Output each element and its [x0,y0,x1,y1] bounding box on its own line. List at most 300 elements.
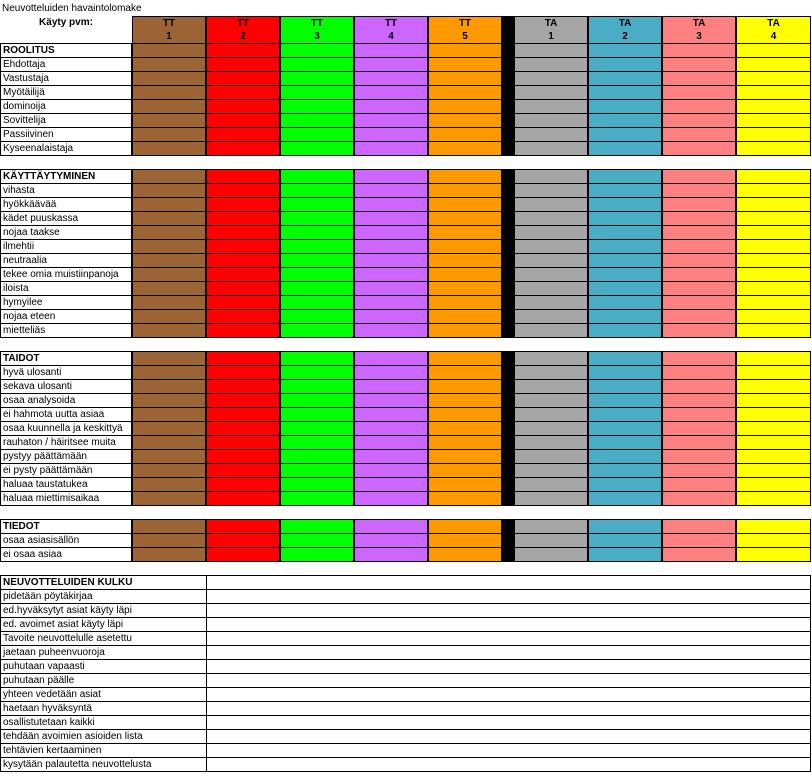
rating-cell[interactable] [588,113,662,128]
rating-cell[interactable] [736,239,811,254]
rating-cell[interactable] [206,267,280,282]
rating-cell[interactable] [132,547,206,562]
rating-cell[interactable] [428,519,502,534]
rating-cell[interactable] [280,85,354,100]
rating-cell[interactable] [514,197,588,212]
rating-cell[interactable] [662,351,736,366]
rating-cell[interactable] [132,463,206,478]
rating-cell[interactable] [428,295,502,310]
rating-cell[interactable] [588,183,662,198]
rating-cell[interactable] [206,183,280,198]
rating-cell[interactable] [354,267,428,282]
rating-cell[interactable] [588,533,662,548]
rating-cell[interactable] [588,253,662,268]
rating-cell[interactable] [280,267,354,282]
rating-cell[interactable] [280,379,354,394]
rating-cell[interactable] [662,379,736,394]
rating-cell[interactable] [428,491,502,506]
rating-cell[interactable] [428,57,502,72]
rating-cell[interactable] [514,407,588,422]
rating-cell[interactable] [662,407,736,422]
rating-cell[interactable] [280,323,354,338]
rating-cell[interactable] [280,43,354,58]
rating-cell[interactable] [132,407,206,422]
rating-cell[interactable] [736,43,811,58]
rating-cell[interactable] [736,211,811,226]
rating-cell[interactable] [428,477,502,492]
rating-cell[interactable] [206,71,280,86]
rating-cell[interactable] [132,421,206,436]
rating-cell[interactable] [354,253,428,268]
rating-cell[interactable] [588,309,662,324]
rating-cell[interactable] [132,169,206,184]
rating-cell[interactable] [662,449,736,464]
rating-cell[interactable] [662,57,736,72]
rating-cell[interactable] [588,463,662,478]
rating-cell[interactable] [354,113,428,128]
rating-cell[interactable] [514,533,588,548]
rating-cell[interactable] [514,519,588,534]
rating-cell[interactable] [736,407,811,422]
rating-cell[interactable] [588,351,662,366]
rating-cell[interactable] [662,477,736,492]
rating-cell[interactable] [736,323,811,338]
rating-cell[interactable] [736,225,811,240]
rating-cell[interactable] [662,365,736,380]
rating-cell[interactable] [514,211,588,226]
rating-cell[interactable] [206,435,280,450]
flow-note-cell[interactable] [206,715,811,730]
rating-cell[interactable] [428,449,502,464]
rating-cell[interactable] [206,393,280,408]
rating-cell[interactable] [132,141,206,156]
rating-cell[interactable] [588,211,662,226]
rating-cell[interactable] [736,421,811,436]
rating-cell[interactable] [428,407,502,422]
rating-cell[interactable] [428,43,502,58]
rating-cell[interactable] [206,351,280,366]
rating-cell[interactable] [206,57,280,72]
rating-cell[interactable] [662,99,736,114]
rating-cell[interactable] [514,127,588,142]
rating-cell[interactable] [428,435,502,450]
rating-cell[interactable] [514,309,588,324]
flow-note-cell[interactable] [206,575,811,590]
rating-cell[interactable] [428,365,502,380]
rating-cell[interactable] [588,393,662,408]
rating-cell[interactable] [206,547,280,562]
rating-cell[interactable] [736,449,811,464]
rating-cell[interactable] [662,547,736,562]
rating-cell[interactable] [662,253,736,268]
rating-cell[interactable] [736,295,811,310]
rating-cell[interactable] [428,323,502,338]
rating-cell[interactable] [132,253,206,268]
rating-cell[interactable] [514,43,588,58]
rating-cell[interactable] [588,127,662,142]
rating-cell[interactable] [514,253,588,268]
flow-note-cell[interactable] [206,757,811,772]
rating-cell[interactable] [354,533,428,548]
rating-cell[interactable] [736,141,811,156]
rating-cell[interactable] [280,281,354,296]
rating-cell[interactable] [514,449,588,464]
rating-cell[interactable] [206,323,280,338]
rating-cell[interactable] [354,99,428,114]
rating-cell[interactable] [662,435,736,450]
rating-cell[interactable] [206,141,280,156]
rating-cell[interactable] [132,379,206,394]
rating-cell[interactable] [588,449,662,464]
rating-cell[interactable] [588,281,662,296]
rating-cell[interactable] [736,99,811,114]
flow-note-cell[interactable] [206,729,811,744]
rating-cell[interactable] [132,99,206,114]
rating-cell[interactable] [514,267,588,282]
rating-cell[interactable] [736,379,811,394]
rating-cell[interactable] [132,113,206,128]
rating-cell[interactable] [588,71,662,86]
rating-cell[interactable] [736,533,811,548]
rating-cell[interactable] [132,57,206,72]
rating-cell[interactable] [662,43,736,58]
rating-cell[interactable] [514,281,588,296]
rating-cell[interactable] [206,99,280,114]
rating-cell[interactable] [354,281,428,296]
rating-cell[interactable] [354,421,428,436]
rating-cell[interactable] [206,85,280,100]
rating-cell[interactable] [280,127,354,142]
rating-cell[interactable] [588,435,662,450]
rating-cell[interactable] [428,351,502,366]
rating-cell[interactable] [588,547,662,562]
rating-cell[interactable] [428,463,502,478]
rating-cell[interactable] [280,253,354,268]
rating-cell[interactable] [588,407,662,422]
rating-cell[interactable] [206,463,280,478]
rating-cell[interactable] [736,309,811,324]
rating-cell[interactable] [280,547,354,562]
rating-cell[interactable] [588,295,662,310]
rating-cell[interactable] [206,239,280,254]
rating-cell[interactable] [662,519,736,534]
rating-cell[interactable] [662,197,736,212]
rating-cell[interactable] [514,477,588,492]
rating-cell[interactable] [280,309,354,324]
rating-cell[interactable] [206,491,280,506]
rating-cell[interactable] [514,491,588,506]
rating-cell[interactable] [280,211,354,226]
rating-cell[interactable] [514,295,588,310]
rating-cell[interactable] [736,267,811,282]
flow-note-cell[interactable] [206,743,811,758]
rating-cell[interactable] [280,183,354,198]
flow-note-cell[interactable] [206,631,811,646]
rating-cell[interactable] [662,141,736,156]
rating-cell[interactable] [206,43,280,58]
rating-cell[interactable] [514,225,588,240]
rating-cell[interactable] [280,533,354,548]
rating-cell[interactable] [514,393,588,408]
rating-cell[interactable] [206,253,280,268]
rating-cell[interactable] [280,225,354,240]
rating-cell[interactable] [736,491,811,506]
rating-cell[interactable] [132,295,206,310]
rating-cell[interactable] [280,239,354,254]
rating-cell[interactable] [428,197,502,212]
rating-cell[interactable] [736,281,811,296]
rating-cell[interactable] [588,365,662,380]
rating-cell[interactable] [514,57,588,72]
rating-cell[interactable] [514,141,588,156]
rating-cell[interactable] [588,379,662,394]
rating-cell[interactable] [662,491,736,506]
rating-cell[interactable] [280,435,354,450]
rating-cell[interactable] [736,85,811,100]
rating-cell[interactable] [354,547,428,562]
rating-cell[interactable] [588,519,662,534]
rating-cell[interactable] [280,491,354,506]
rating-cell[interactable] [736,169,811,184]
rating-cell[interactable] [206,169,280,184]
rating-cell[interactable] [662,169,736,184]
rating-cell[interactable] [662,267,736,282]
rating-cell[interactable] [428,99,502,114]
rating-cell[interactable] [280,463,354,478]
rating-cell[interactable] [588,421,662,436]
rating-cell[interactable] [514,351,588,366]
rating-cell[interactable] [514,365,588,380]
rating-cell[interactable] [514,183,588,198]
rating-cell[interactable] [354,309,428,324]
flow-note-cell[interactable] [206,645,811,660]
rating-cell[interactable] [132,351,206,366]
rating-cell[interactable] [354,71,428,86]
rating-cell[interactable] [132,127,206,142]
rating-cell[interactable] [736,253,811,268]
rating-cell[interactable] [354,365,428,380]
rating-cell[interactable] [428,533,502,548]
rating-cell[interactable] [428,239,502,254]
rating-cell[interactable] [354,211,428,226]
rating-cell[interactable] [588,225,662,240]
rating-cell[interactable] [588,57,662,72]
rating-cell[interactable] [736,393,811,408]
rating-cell[interactable] [514,113,588,128]
rating-cell[interactable] [280,449,354,464]
rating-cell[interactable] [132,43,206,58]
rating-cell[interactable] [132,393,206,408]
flow-note-cell[interactable] [206,701,811,716]
rating-cell[interactable] [206,197,280,212]
rating-cell[interactable] [736,197,811,212]
rating-cell[interactable] [132,267,206,282]
rating-cell[interactable] [736,519,811,534]
rating-cell[interactable] [280,365,354,380]
rating-cell[interactable] [354,85,428,100]
flow-note-cell[interactable] [206,687,811,702]
rating-cell[interactable] [206,295,280,310]
rating-cell[interactable] [132,309,206,324]
rating-cell[interactable] [662,533,736,548]
rating-cell[interactable] [736,477,811,492]
rating-cell[interactable] [354,141,428,156]
flow-note-cell[interactable] [206,673,811,688]
rating-cell[interactable] [354,127,428,142]
rating-cell[interactable] [354,169,428,184]
rating-cell[interactable] [132,183,206,198]
rating-cell[interactable] [514,169,588,184]
rating-cell[interactable] [428,393,502,408]
rating-cell[interactable] [428,267,502,282]
rating-cell[interactable] [280,393,354,408]
rating-cell[interactable] [354,43,428,58]
rating-cell[interactable] [428,253,502,268]
rating-cell[interactable] [662,309,736,324]
rating-cell[interactable] [428,421,502,436]
rating-cell[interactable] [132,519,206,534]
rating-cell[interactable] [354,407,428,422]
rating-cell[interactable] [132,491,206,506]
rating-cell[interactable] [280,295,354,310]
rating-cell[interactable] [132,323,206,338]
rating-cell[interactable] [206,519,280,534]
rating-cell[interactable] [662,323,736,338]
rating-cell[interactable] [428,127,502,142]
rating-cell[interactable] [132,281,206,296]
rating-cell[interactable] [206,533,280,548]
rating-cell[interactable] [280,477,354,492]
rating-cell[interactable] [206,309,280,324]
rating-cell[interactable] [588,267,662,282]
rating-cell[interactable] [662,71,736,86]
rating-cell[interactable] [588,239,662,254]
rating-cell[interactable] [206,477,280,492]
rating-cell[interactable] [354,225,428,240]
rating-cell[interactable] [428,211,502,226]
rating-cell[interactable] [736,71,811,86]
rating-cell[interactable] [132,211,206,226]
rating-cell[interactable] [736,127,811,142]
rating-cell[interactable] [132,71,206,86]
rating-cell[interactable] [662,393,736,408]
rating-cell[interactable] [280,197,354,212]
rating-cell[interactable] [736,547,811,562]
rating-cell[interactable] [206,225,280,240]
rating-cell[interactable] [354,491,428,506]
rating-cell[interactable] [662,127,736,142]
rating-cell[interactable] [428,225,502,240]
rating-cell[interactable] [588,477,662,492]
rating-cell[interactable] [588,169,662,184]
rating-cell[interactable] [736,113,811,128]
rating-cell[interactable] [428,183,502,198]
rating-cell[interactable] [428,169,502,184]
rating-cell[interactable] [132,225,206,240]
rating-cell[interactable] [280,113,354,128]
rating-cell[interactable] [206,449,280,464]
rating-cell[interactable] [736,435,811,450]
rating-cell[interactable] [428,309,502,324]
rating-cell[interactable] [354,239,428,254]
rating-cell[interactable] [132,449,206,464]
rating-cell[interactable] [428,85,502,100]
rating-cell[interactable] [354,323,428,338]
rating-cell[interactable] [428,547,502,562]
rating-cell[interactable] [354,57,428,72]
rating-cell[interactable] [206,365,280,380]
rating-cell[interactable] [280,421,354,436]
rating-cell[interactable] [132,365,206,380]
rating-cell[interactable] [736,183,811,198]
rating-cell[interactable] [736,351,811,366]
rating-cell[interactable] [428,71,502,86]
rating-cell[interactable] [428,113,502,128]
rating-cell[interactable] [514,239,588,254]
rating-cell[interactable] [206,211,280,226]
rating-cell[interactable] [662,239,736,254]
rating-cell[interactable] [588,491,662,506]
rating-cell[interactable] [514,99,588,114]
rating-cell[interactable] [280,519,354,534]
rating-cell[interactable] [736,365,811,380]
rating-cell[interactable] [206,407,280,422]
flow-note-cell[interactable] [206,589,811,604]
rating-cell[interactable] [132,239,206,254]
rating-cell[interactable] [132,85,206,100]
rating-cell[interactable] [132,477,206,492]
rating-cell[interactable] [280,99,354,114]
flow-note-cell[interactable] [206,603,811,618]
flow-note-cell[interactable] [206,659,811,674]
rating-cell[interactable] [428,141,502,156]
rating-cell[interactable] [280,57,354,72]
rating-cell[interactable] [280,141,354,156]
rating-cell[interactable] [736,463,811,478]
rating-cell[interactable] [662,463,736,478]
rating-cell[interactable] [588,43,662,58]
rating-cell[interactable] [132,197,206,212]
rating-cell[interactable] [514,463,588,478]
rating-cell[interactable] [662,183,736,198]
rating-cell[interactable] [354,477,428,492]
rating-cell[interactable] [736,57,811,72]
rating-cell[interactable] [354,393,428,408]
rating-cell[interactable] [280,169,354,184]
rating-cell[interactable] [662,281,736,296]
rating-cell[interactable] [354,463,428,478]
rating-cell[interactable] [132,533,206,548]
rating-cell[interactable] [280,351,354,366]
rating-cell[interactable] [662,225,736,240]
rating-cell[interactable] [354,449,428,464]
rating-cell[interactable] [588,99,662,114]
rating-cell[interactable] [662,421,736,436]
rating-cell[interactable] [514,71,588,86]
rating-cell[interactable] [588,197,662,212]
rating-cell[interactable] [206,127,280,142]
rating-cell[interactable] [588,323,662,338]
rating-cell[interactable] [280,407,354,422]
rating-cell[interactable] [206,421,280,436]
rating-cell[interactable] [428,281,502,296]
rating-cell[interactable] [280,71,354,86]
rating-cell[interactable] [588,85,662,100]
rating-cell[interactable] [354,183,428,198]
rating-cell[interactable] [354,351,428,366]
rating-cell[interactable] [514,435,588,450]
rating-cell[interactable] [428,379,502,394]
